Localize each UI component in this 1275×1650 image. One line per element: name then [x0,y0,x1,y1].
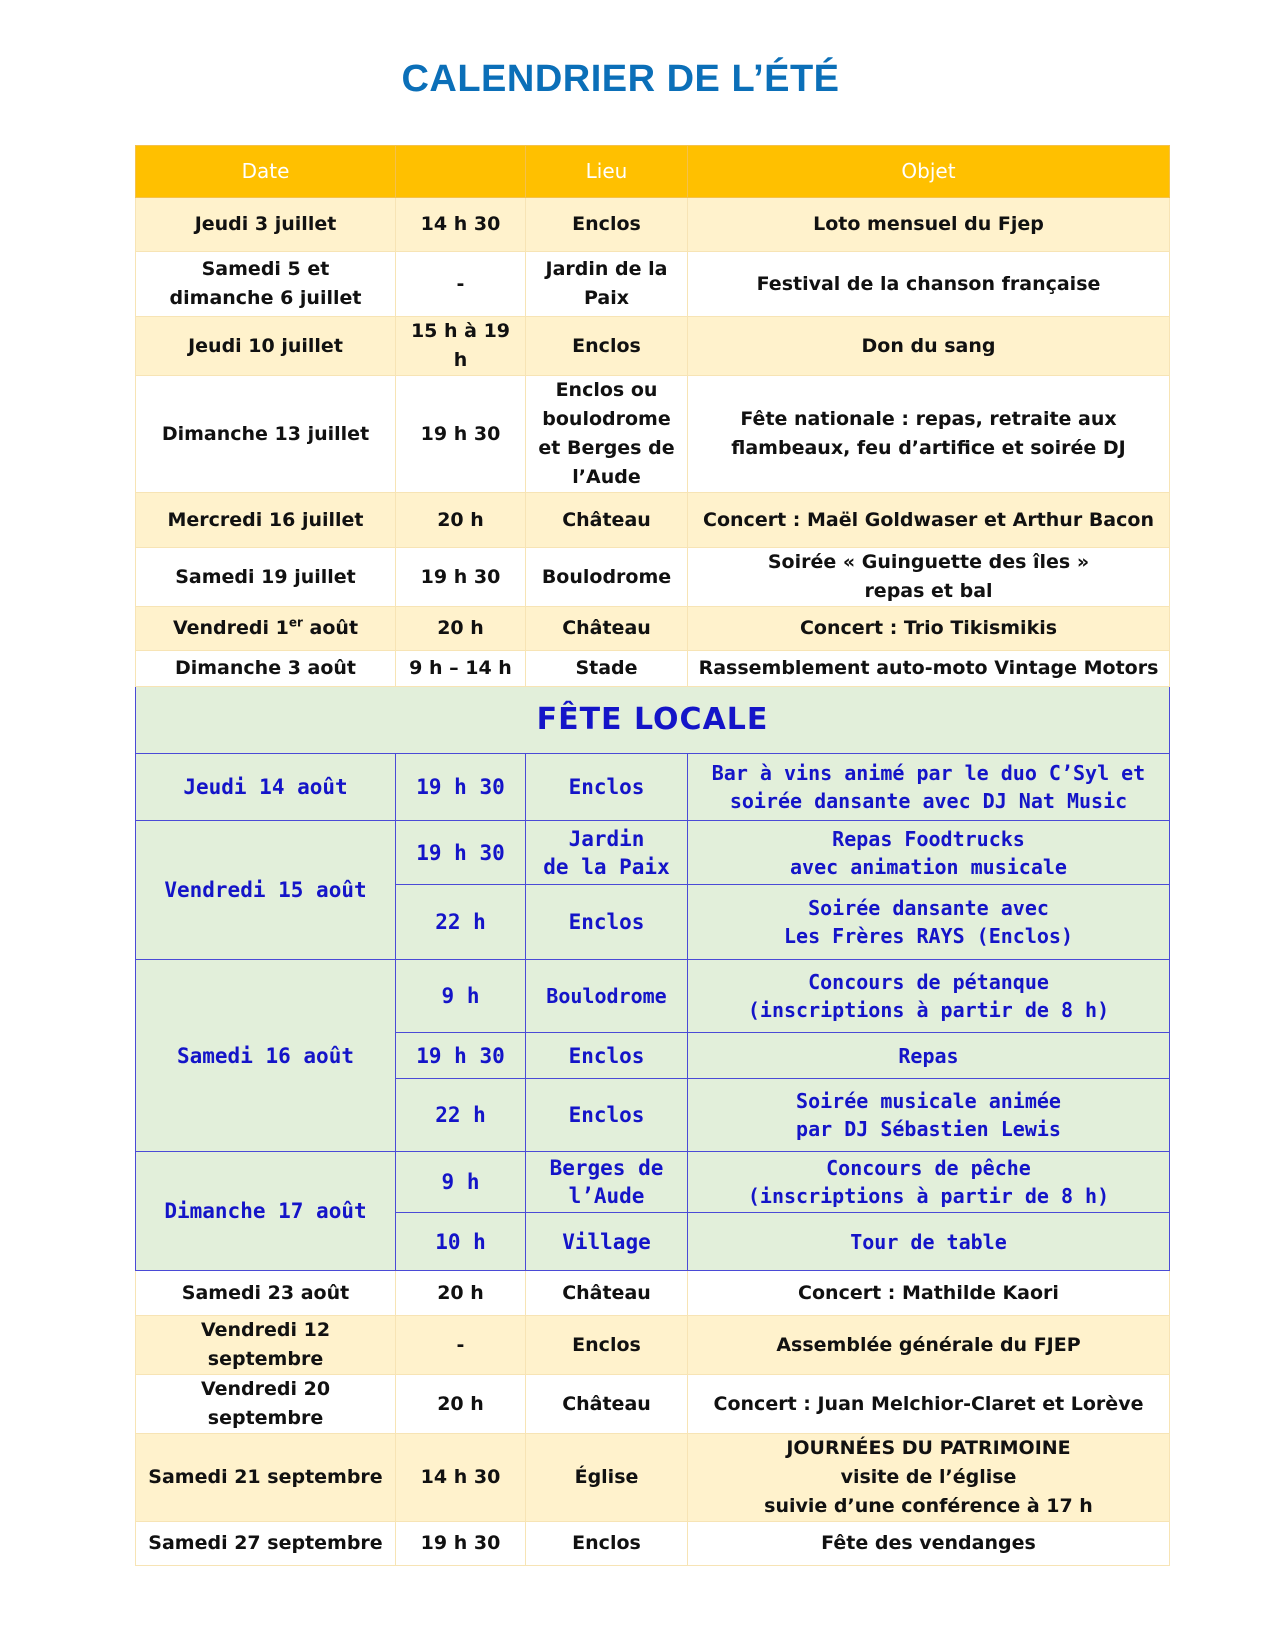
fete-object: Tour de table [688,1213,1170,1271]
header-objet: Objet [688,146,1170,198]
event-time: 20 h [396,493,526,548]
event-object: Concert : Maël Goldwaser et Arthur Bacon [688,493,1170,548]
event-object: Concert : Mathilde Kaori [688,1271,1170,1316]
event-date: Dimanche 3 août [136,651,396,687]
table-row [136,1271,1170,1316]
event-date: Jeudi 10 juillet [136,317,396,376]
event-date: Samedi 21 septembre [136,1434,396,1522]
event-date: Vendredi 12 septembre [136,1316,396,1375]
fete-object: Bar à vins animé par le duo C’Syl et soirée dansante avec DJ Nat Music [688,754,1170,821]
calendar-table [135,145,1170,1566]
event-time: 20 h [396,1271,526,1316]
fete-title-row [136,687,1170,754]
event-date: Samedi 23 août [136,1271,396,1316]
fete-day-date: Samedi 16 août [136,960,396,1152]
fete-place: Enclos [526,885,688,960]
fete-object: Concours de pétanque (inscriptions à partir de 8 h) [688,960,1170,1033]
table-row [136,1375,1170,1434]
table-row [136,607,1170,651]
page-title: CALENDRIER DE L’ÉTÉ [401,58,840,100]
event-time: 14 h 30 [396,198,526,252]
event-time: - [396,1316,526,1375]
fete-object: Soirée dansante avec Les Frères RAYS (Enclos) [688,885,1170,960]
event-date-main: Vendredi 1 [172,617,289,639]
event-place: Stade [526,651,688,687]
fete-time: 9 h [396,1152,526,1213]
header-heure [396,146,526,198]
fete-time: 19 h 30 [396,754,526,821]
fete-time: 19 h 30 [396,1033,526,1079]
event-place: Enclos [526,317,688,376]
event-place: Château [526,493,688,548]
event-time: 9 h – 14 h [396,651,526,687]
table-row [136,1434,1170,1522]
fete-place: Berges de l’Aude [526,1152,688,1213]
table-row [136,754,1170,821]
fete-place: Boulodrome [526,960,688,1033]
event-object: Fête nationale : repas, retraite aux flambeaux, feu d’artifice et soirée DJ [688,376,1170,493]
fete-time: 19 h 30 [396,821,526,885]
event-date: Samedi 19 juillet [136,548,396,607]
event-time: 19 h 30 [396,1522,526,1566]
event-place: Enclos [526,1522,688,1566]
event-place: Château [526,1375,688,1434]
fete-object: Soirée musicale animée par DJ Sébastien Lewis [688,1079,1170,1152]
table-header-row [136,146,1170,198]
event-date-end: août [302,617,359,639]
event-object: Assemblée générale du FJEP [688,1316,1170,1375]
fete-time: 9 h [396,960,526,1033]
fete-title: FÊTE LOCALE [136,687,1170,754]
event-time: 14 h 30 [396,1434,526,1522]
table-row [136,821,1170,885]
fete-day-date: Dimanche 17 août [136,1152,396,1271]
event-place: Château [526,607,688,651]
fete-object: Repas [688,1033,1170,1079]
fete-place: Enclos [526,754,688,821]
table-row [136,493,1170,548]
event-object: Loto mensuel du Fjep [688,198,1170,252]
event-place: Église [526,1434,688,1522]
fete-time: 22 h [396,1079,526,1152]
event-date: Samedi 5 et dimanche 6 juillet [136,252,396,317]
event-date: Samedi 27 septembre [136,1522,396,1566]
event-time: 20 h [396,1375,526,1434]
table-row [136,317,1170,376]
fete-time: 10 h [396,1213,526,1271]
event-object: Concert : Juan Melchior-Claret et Lorève [688,1375,1170,1434]
event-object: Fête des vendanges [688,1522,1170,1566]
event-place: Enclos [526,198,688,252]
header-date: Date [136,146,396,198]
table-row [136,376,1170,493]
event-object: Festival de la chanson française [688,252,1170,317]
event-date: Jeudi 3 juillet [136,198,396,252]
table-row [136,651,1170,687]
event-date: Dimanche 13 juillet [136,376,396,493]
event-object: Soirée « Guinguette des îles » repas et bal [688,548,1170,607]
fete-place: Village [526,1213,688,1271]
event-date: Vendredi 20 septembre [136,1375,396,1434]
table-row [136,1522,1170,1566]
event-date: Mercredi 16 juillet [136,493,396,548]
table-row [136,1316,1170,1375]
fete-object: Concours de pêche (inscriptions à partir de 8 h) [688,1152,1170,1213]
event-place: Enclos [526,1316,688,1375]
fete-place: Jardin de la Paix [526,821,688,885]
event-time: 15 h à 19 h [396,317,526,376]
fete-place: Enclos [526,1033,688,1079]
event-object: Rassemblement auto-moto Vintage Motors [688,651,1170,687]
event-date-sup: er [288,615,303,630]
event-time: 19 h 30 [396,376,526,493]
event-time: 19 h 30 [396,548,526,607]
event-place: Jardin de la Paix [526,252,688,317]
table-row [136,960,1170,1033]
fete-object: Repas Foodtrucks avec animation musicale [688,821,1170,885]
event-place: Château [526,1271,688,1316]
event-time: 20 h [396,607,526,651]
event-date [136,607,396,651]
fete-day-date: Vendredi 15 août [136,821,396,960]
fete-day-date: Jeudi 14 août [136,754,396,821]
event-time: - [396,252,526,317]
event-place: Boulodrome [526,548,688,607]
table-row [136,1152,1170,1213]
event-object: Concert : Trio Tikismikis [688,607,1170,651]
event-place: Enclos ou boulodrome et Berges de l’Aude [526,376,688,493]
table-row [136,548,1170,607]
header-lieu: Lieu [526,146,688,198]
fete-time: 22 h [396,885,526,960]
fete-place: Enclos [526,1079,688,1152]
event-object: Don du sang [688,317,1170,376]
table-row [136,252,1170,317]
table-row [136,198,1170,252]
event-object: JOURNÉES DU PATRIMOINE visite de l’église suivie d’une conférence à 17 h [688,1434,1170,1522]
